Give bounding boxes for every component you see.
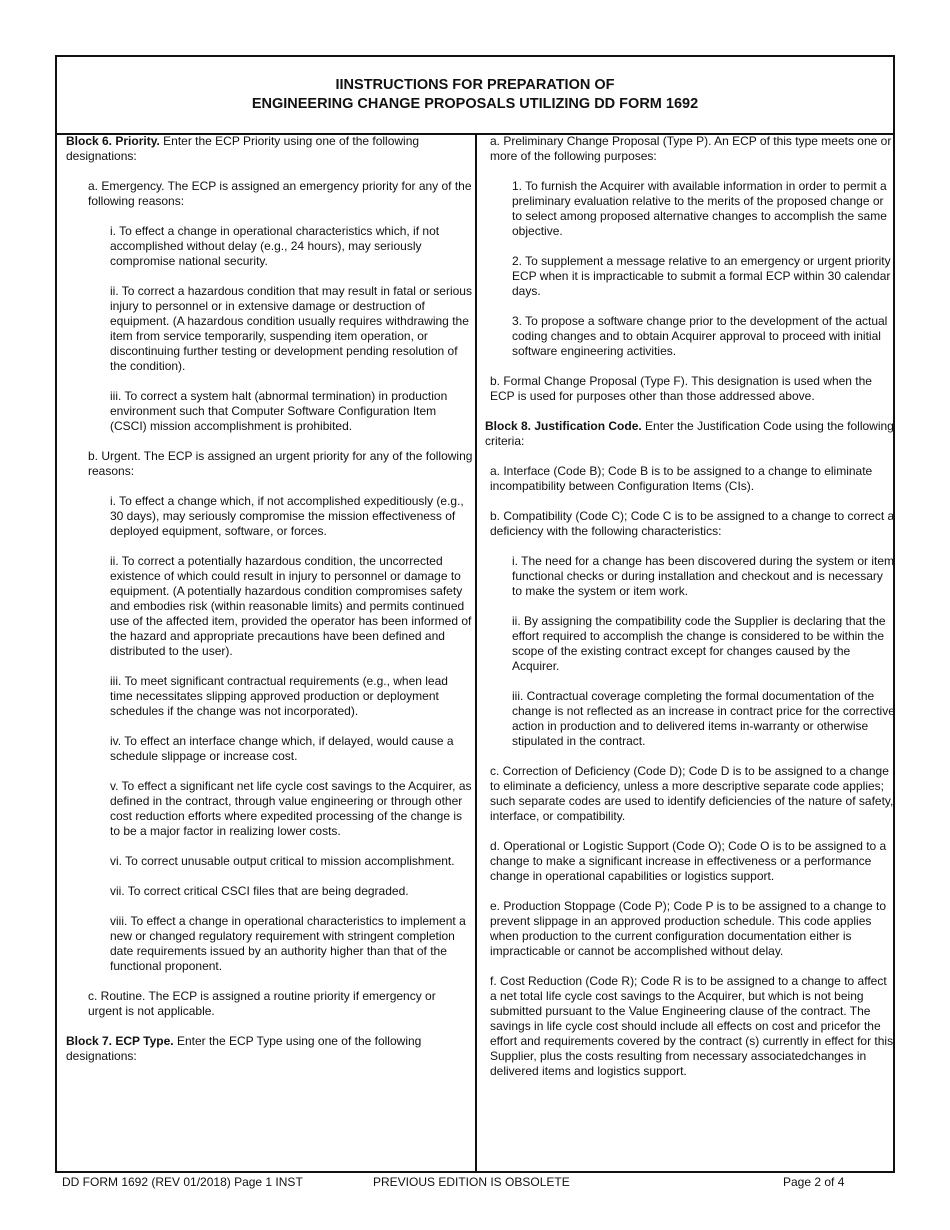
block-6-item-c: c. Routine. The ECP is assigned a routine priority if emergency or urgent is not applicable. bbox=[88, 989, 436, 1018]
block-7-intro bbox=[66, 1034, 473, 1064]
page-footer bbox=[0, 1175, 950, 1191]
block-8-item-f: f. Cost Reduction (Code R); Code R is to be assigned to a change to affect a net total life cycle cost savings to the Acquirer, but which is not being submitted pursuant to the Value Engineering clause of the contract. The savings in life cycle cost should include all effects on cost and pricefor the effort and requirements covered by the contract (s) currently in effect for this Supplier, plus the costs resulting from necessary associatedchanges in delivered items and logistics support. bbox=[490, 974, 894, 1078]
block-8-heading: Block 8. Justification Code. bbox=[485, 419, 642, 433]
block-6-b-subitem: ii. To correct a potentially hazardous condition, the uncorrected existence of which could result in injury to personnel or damage to equipment. (A potentially hazardous condition compromises safety and embodies risk (within reasonable limits) and permits continued use of the affected item, provided the operator has been informed of the hazard and appropriate precautions have been defined and distributed to the user). bbox=[110, 554, 472, 658]
block-8-intro-text: Enter the Justification Code using the following criteria: bbox=[485, 419, 894, 448]
block-8-item-d: d. Operational or Logistic Support (Code O); Code O is to be assigned to a change to make a significant increase in effectiveness or a performance change in operational capabilities or logistics support. bbox=[490, 839, 887, 883]
block-6-intro bbox=[66, 134, 473, 164]
block-7-a-subitem: 1. To furnish the Acquirer with available information in order to permit a preliminary evaluation relative to the merits of the proposed change or to select among proposed alternative changes to accomplish the same objective. bbox=[512, 179, 887, 238]
block-6-heading: Block 6. Priority. bbox=[66, 134, 160, 148]
page-number: Page 2 of 4 bbox=[783, 1175, 845, 1189]
form-title-line-1: IINSTRUCTIONS FOR PREPARATION OF bbox=[335, 77, 615, 93]
block-6-intro-text: Enter the ECP Priority using one of the following designations: bbox=[66, 134, 420, 163]
block-8-item-b: b. Compatibility (Code C); Code C is to be assigned to a change to correct a deficiency with the following characteristics: bbox=[490, 509, 895, 538]
block-7-intro-text: Enter the ECP Type using one of the following designations: bbox=[66, 1034, 422, 1063]
block-6-b-subitem: i. To effect a change which, if not accomplished expeditiously (e.g., 30 days), may seriously compromise the mission effectiveness of deployed equipment, software, or forces. bbox=[110, 494, 464, 538]
block-6-b-subitem: v. To effect a significant net life cycle cost savings to the Acquirer, as defined in the contract, through value engineering or through other cost reduction efforts where expedited processing of the change is to be a major factor in realizing lower costs. bbox=[110, 779, 472, 838]
block-7-a-subitem: 2. To supplement a message relative to an emergency or urgent priority ECP when it is impracticable to submit a formal ECP within 30 calendar days. bbox=[512, 254, 891, 298]
block-7-a-subitem: 3. To propose a software change prior to the development of the actual coding changes and to obtain Acquirer approval to proceed with initial software engineering activities. bbox=[512, 314, 888, 358]
block-8-b-subitem: ii. By assigning the compatibility code the Supplier is declaring that the effort required to accomplish the change is considered to be within the scope of the existing contract except for changes caused by the Acquirer. bbox=[512, 614, 886, 673]
block-6-b-subitem: iii. To meet significant contractual requirements (e.g., when lead time necessitates slipping approved production or deployment schedules if the change was not incorporated). bbox=[110, 674, 448, 718]
block-8-b-subitem: iii. Contractual coverage completing the formal documentation of the change is not reflected as an increase in contract price for the corrective action in production and to delivered items in-warranty or otherwise stipulated in the contract. bbox=[512, 689, 895, 748]
form-title-band bbox=[57, 57, 893, 135]
form-id-label: DD FORM 1692 (REV 01/2018) Page 1 INST bbox=[62, 1175, 303, 1189]
block-7-item-b: b. Formal Change Proposal (Type F). This designation is used when the ECP is used for purposes other than those addressed above. bbox=[490, 374, 872, 403]
block-8-intro bbox=[485, 419, 895, 449]
edition-note: PREVIOUS EDITION IS OBSOLETE bbox=[373, 1175, 570, 1189]
block-6-b-subitem: viii. To effect a change in operational characteristics to implement a new or changed regulatory requirement with stringent completion date requirements issued by an authority higher than that of the functional proponent. bbox=[110, 914, 466, 973]
block-7-heading: Block 7. ECP Type. bbox=[66, 1034, 174, 1048]
block-6-a-subitem: ii. To correct a hazardous condition that may result in fatal or serious injury to personnel or in extensive damage or destruction of equipment. (A hazardous condition usually requires withdrawing the item from service temporarily, suspending item operation, or discontinuing further testing or development pending resolution of the condition). bbox=[110, 284, 472, 373]
block-6-a-subitem: i. To effect a change in operational characteristics which, if not accomplished without delay (e.g., 24 hours), may seriously compromise national security. bbox=[110, 224, 440, 268]
block-6-a-subitem: iii. To correct a system halt (abnormal termination) in production environment such that Computer Software Configuration Item (CSCI) mission accomplishment is prohibited. bbox=[110, 389, 448, 433]
block-6-item-a: a. Emergency. The ECP is assigned an emergency priority for any of the following reasons: bbox=[88, 179, 472, 208]
block-6-b-subitem: vii. To correct critical CSCI files that are being degraded. bbox=[110, 884, 409, 898]
block-8-item-e: e. Production Stoppage (Code P); Code P is to be assigned to a change to prevent slippage in an approved production schedule. This code applies when production to the current configuration documentation either is impracticable or cannot be accomplished without delay. bbox=[490, 899, 887, 958]
left-column bbox=[66, 134, 473, 1079]
block-8-b-subitem: i. The need for a change has been discovered during the system or item functional checks or during installation and checkout and is necessary to make the system or item work. bbox=[512, 554, 895, 598]
block-8-item-a: a. Interface (Code B); Code B is to be assigned to a change to eliminate incompatibility between Configuration Items (CIs). bbox=[490, 464, 873, 493]
column-divider bbox=[475, 133, 477, 1173]
form-frame bbox=[55, 55, 895, 1173]
block-8-item-c: c. Correction of Deficiency (Code D); Code D is to be assigned to a change to eliminate a deficiency, unless a more descriptive separate code applies; such separate codes are used to identify deficiencies of the nature of safety, interface, or compatibility. bbox=[490, 764, 894, 823]
block-6-item-b: b. Urgent. The ECP is assigned an urgent priority for any of the following reasons: bbox=[88, 449, 473, 478]
block-6-b-subitem: iv. To effect an interface change which, if delayed, would cause a schedule slippage or increase cost. bbox=[110, 734, 454, 763]
block-6-b-subitem: vi. To correct unusable output critical to mission accomplishment. bbox=[110, 854, 455, 868]
form-title-line-2: ENGINEERING CHANGE PROPOSALS UTILIZING DD FORM 1692 bbox=[251, 96, 699, 112]
block-7-item-a: a. Preliminary Change Proposal (Type P). An ECP of this type meets one or more of the following purposes: bbox=[490, 134, 892, 163]
right-column bbox=[485, 134, 895, 1094]
